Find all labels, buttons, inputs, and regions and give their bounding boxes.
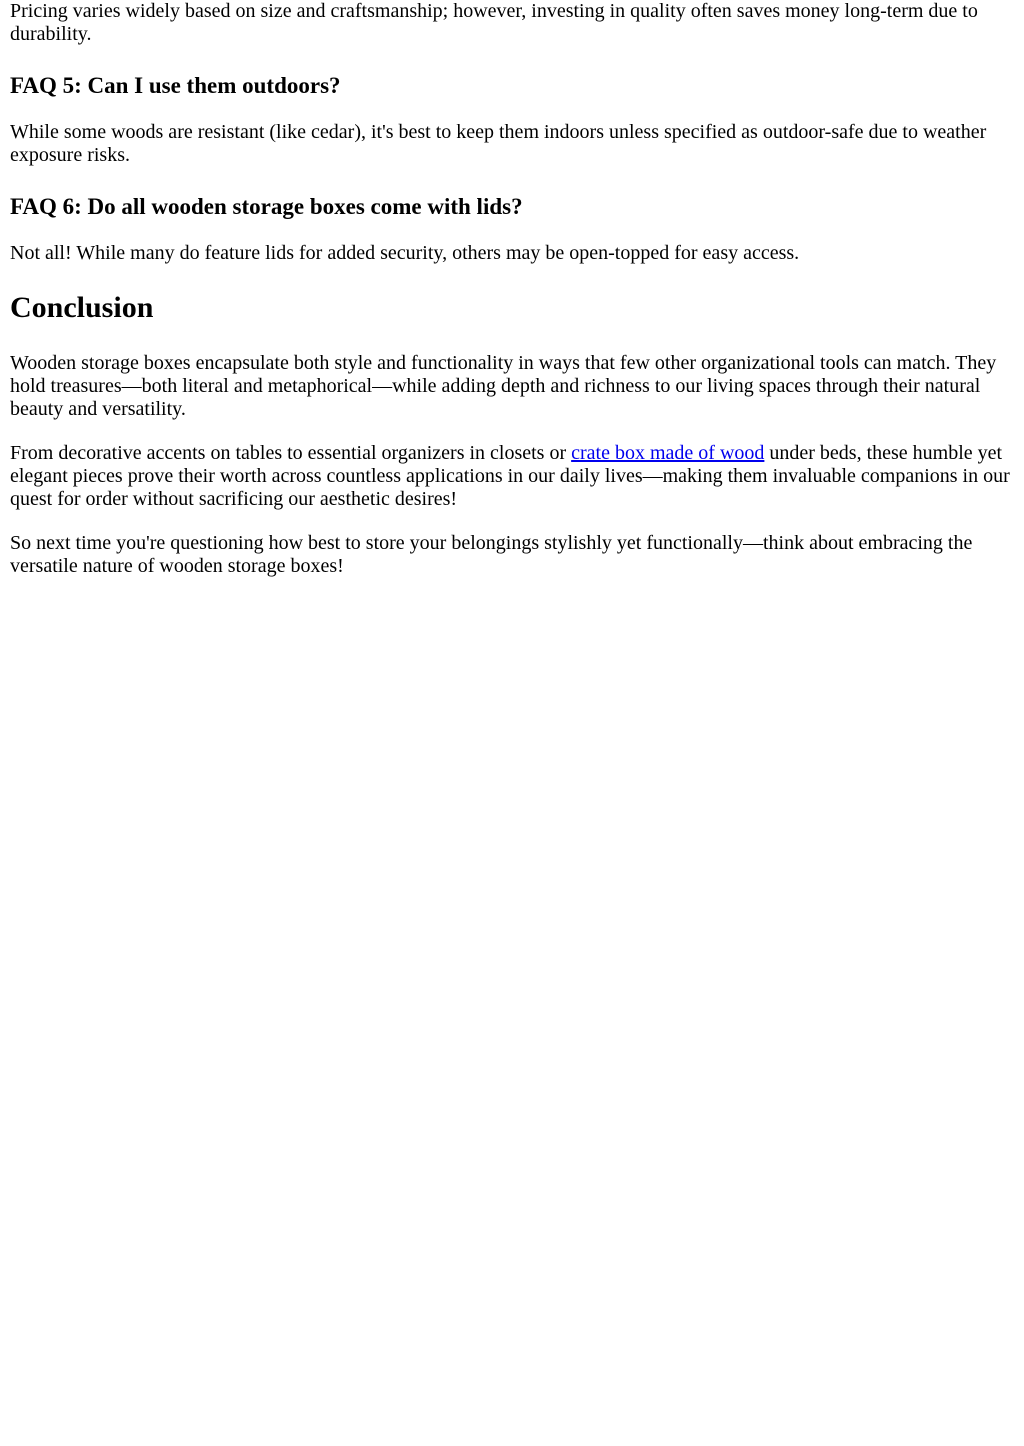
crate-box-link[interactable]: crate box made of wood (571, 442, 765, 464)
conclusion-paragraph-1: Wooden storage boxes encapsulate both style and functionality in ways that few other organizational tools can match. They hold treasures—both literal and metaphorical—while adding depth and richness to our living spaces through their natural beauty and versatility. (10, 352, 997, 420)
conclusion-paragraph-3: So next time you're questioning how best to store your belongings stylishly yet functionally—think about embracing the versatile nature of wooden storage boxes! (10, 532, 973, 577)
faq6-heading: FAQ 6: Do all wooden storage boxes come with lids? (10, 194, 523, 219)
conclusion-paragraph-2-after: under beds, these humble yet elegant pieces prove their worth across countless applications in our daily lives—making them invaluable companions in our quest for order without sacrificing our aesthetic desires! (10, 442, 1010, 510)
conclusion-paragraph-2 (10, 442, 1014, 511)
conclusion-paragraph-2-before: From decorative accents on tables to essential organizers in closets or (10, 442, 572, 464)
faq5-heading: FAQ 5: Can I use them outdoors? (10, 73, 341, 98)
faq6-answer: Not all! While many do feature lids for added security, others may be open-topped for easy access. (10, 242, 800, 264)
pricing-paragraph: Pricing varies widely based on size and craftsmanship; however, investing in quality often saves money long-term due to durability. (10, 0, 978, 45)
faq5-answer: While some woods are resistant (like cedar), it's best to keep them indoors unless specified as outdoor-safe due to weather exposure risks. (10, 121, 987, 166)
article-body (0, 0, 1024, 578)
conclusion-heading: Conclusion (10, 291, 154, 324)
